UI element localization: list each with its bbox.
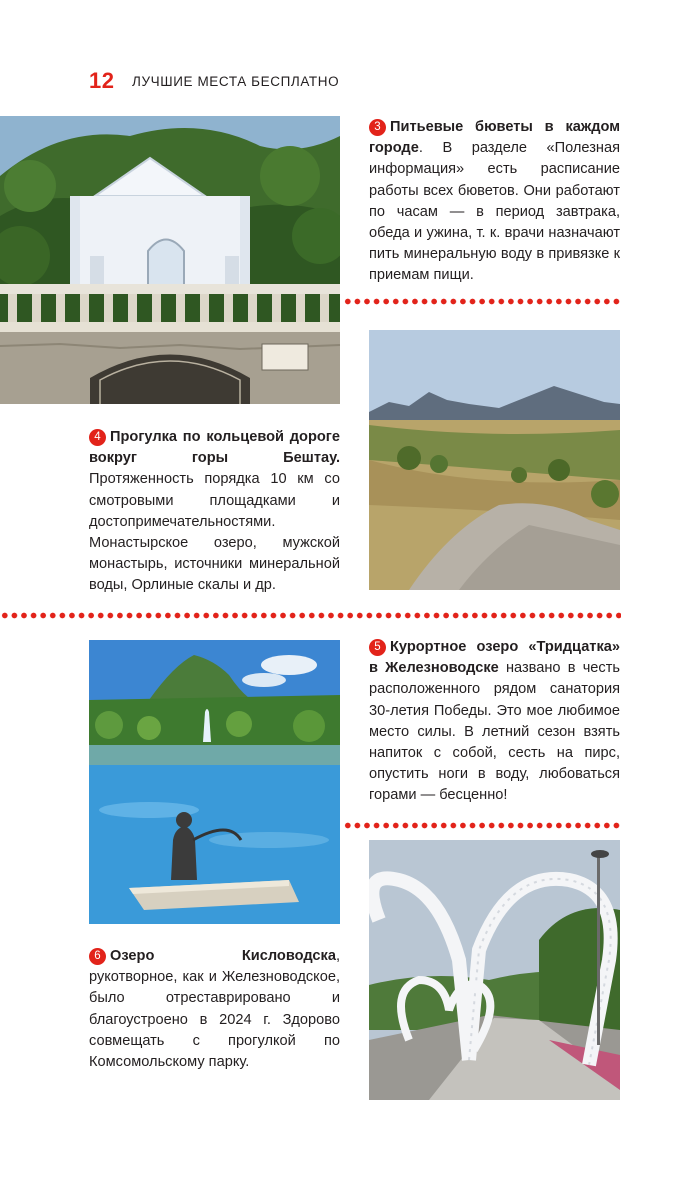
item-6 xyxy=(89,946,340,1073)
pavilion-photo xyxy=(0,116,340,404)
item-4-number: 4 xyxy=(89,429,106,446)
mountain-road-photo xyxy=(369,330,620,590)
item-5-text: названо в честь расположенного рядом санатория 30-летия Победы. Это мое любимое место силы. В летний сезон взять напиток с собой, сесть на пирс, опустить ноги в воду, любоваться горами — бесценно! xyxy=(369,660,620,804)
item-4-title: Прогулка по кольцевой дороге вокруг горы Бештау. xyxy=(89,429,340,467)
item-3-number: 3 xyxy=(369,119,386,136)
running-header: ЛУЧШИЕ МЕСТА БЕСПЛАТНО xyxy=(132,74,340,89)
dotted-divider xyxy=(343,822,621,829)
dotted-divider xyxy=(0,612,621,619)
item-3-title: Питьевые бюветы в каждом городе xyxy=(369,119,620,157)
lake-photo xyxy=(89,640,340,924)
item-4 xyxy=(89,427,340,597)
heart-arches-photo xyxy=(369,840,620,1100)
item-5-title: Курортное озеро «Тридцатка» в Железноводске xyxy=(369,639,620,677)
item-6-text: , рукотворное, как и Железноводское, было отреставрировано и благоустроено в 2024 г. Здорово совмещать с прогулкой по Комсомольскому парку. xyxy=(89,948,340,1071)
dotted-divider xyxy=(343,298,621,305)
item-6-title: Озеро Кисловодска xyxy=(110,948,336,964)
item-4-text: Протяженность порядка 10 км со смотровыми площадками и достопримечательностями. Монастырское озеро, мужской монастырь, источники минеральной воды, Орлиные скалы и др. xyxy=(89,471,340,594)
page-number: 12 xyxy=(89,68,115,93)
item-5-number: 5 xyxy=(369,639,386,656)
item-5 xyxy=(369,637,620,807)
item-3 xyxy=(369,117,620,287)
item-3-text: . В разделе «Полезная информация» есть расписание работы всех бюветов. Они работают по часам — в период завтрака, обеда и ужина, т. к. врачи назначают пить минеральную воду в привязке к приемам пищи. xyxy=(369,140,620,284)
item-6-number: 6 xyxy=(89,948,106,965)
